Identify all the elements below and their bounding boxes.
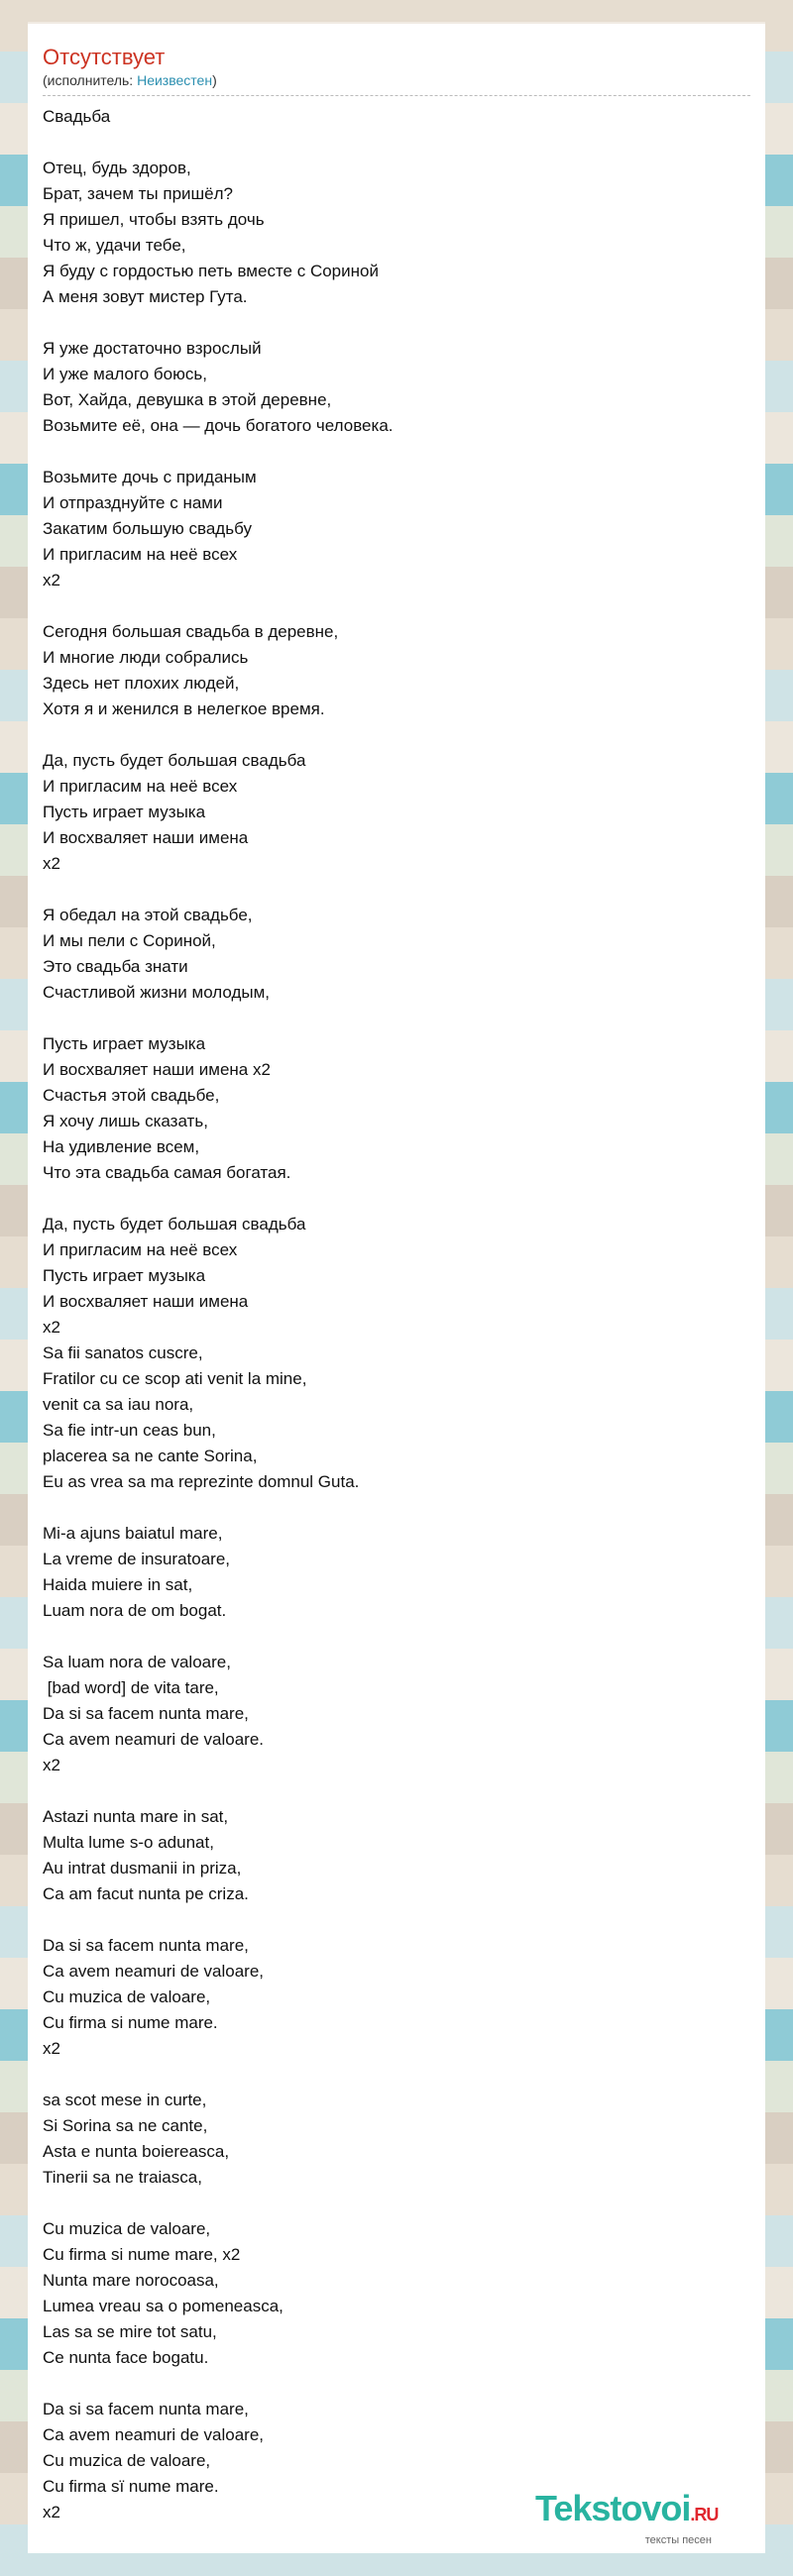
stanza-gap xyxy=(43,439,750,465)
lyric-line: x2 xyxy=(43,2039,60,2058)
lyric-line: Возьмите дочь с приданым xyxy=(43,468,257,486)
lyric-line: Da si sa facem nunta mare, xyxy=(43,2400,249,2418)
stanza-gap xyxy=(43,1624,750,1650)
lyric-line: Что ж, удачи тебе, xyxy=(43,236,186,255)
artist-suffix: ) xyxy=(212,72,217,88)
lyric-line: Что эта свадьба самая богатая. xyxy=(43,1163,291,1182)
lyric-line: Asta e nunta boiereasca, xyxy=(43,2142,230,2161)
lyric-line: x2 xyxy=(43,2503,60,2522)
lyric-line: И восхваляет наши имена xyxy=(43,1292,249,1311)
stanza-gap xyxy=(43,2191,750,2216)
lyric-line: Я буду с гордостью петь вместе с Сориной xyxy=(43,262,379,280)
lyric-line: И восхваляет наши имена xyxy=(43,828,249,847)
lyric-line: Las sa se mire tot satu, xyxy=(43,2322,217,2341)
lyric-line: Da si sa facem nunta mare, xyxy=(43,1936,249,1955)
lyric-line: x2 xyxy=(43,1756,60,1774)
lyric-line: Счастья этой свадьбе, xyxy=(43,1086,220,1105)
lyrics-body xyxy=(43,104,750,2525)
lyric-line: Это свадьба знати xyxy=(43,957,188,976)
lyric-line: x2 xyxy=(43,571,60,590)
lyric-line: placerea sa ne cante Sorina, xyxy=(43,1447,258,1465)
stanza-gap xyxy=(43,310,750,336)
lyric-line: Haida muiere in sat, xyxy=(43,1575,193,1594)
lyric-line: Au intrat dusmanii in priza, xyxy=(43,1859,242,1878)
lyric-line: Пусть играет музыка xyxy=(43,1266,206,1285)
song-title: Отсутствует xyxy=(43,45,166,69)
lyric-line: Mi-a ajuns baiatul mare, xyxy=(43,1524,223,1543)
lyric-line: Sa luam nora de valoare, xyxy=(43,1653,231,1671)
lyric-line: Счастливой жизни молодым, xyxy=(43,983,271,1002)
stanza-gap xyxy=(43,1006,750,1031)
stanza-gap xyxy=(43,130,750,156)
lyric-line: sa scot mese in curte, xyxy=(43,2091,207,2109)
logo-tld: .RU xyxy=(690,2505,719,2524)
stanza-gap xyxy=(43,593,750,619)
stanza-gap xyxy=(43,2371,750,2397)
lyric-line: Cu muzica de valoare, xyxy=(43,2219,211,2238)
artist-line xyxy=(43,71,750,96)
logo-subtitle: тексты песен xyxy=(644,2534,712,2546)
stanza-gap xyxy=(43,877,750,903)
lyric-line: Я обедал на этой свадьбе, xyxy=(43,906,253,924)
lyric-line: Отец, будь здоров, xyxy=(43,159,191,177)
stanza-gap xyxy=(43,1778,750,1804)
lyric-line: Tinerii sa ne traiasca, xyxy=(43,2168,202,2187)
lyric-line: Ca avem neamuri de valoare, xyxy=(43,2425,265,2444)
artist-prefix: (исполнитель: xyxy=(43,72,138,88)
lyric-line: Пусть играет музыка xyxy=(43,803,206,821)
lyric-line: La vreme de insuratoare, xyxy=(43,1550,230,1568)
site-logo[interactable] xyxy=(535,2489,763,2548)
lyric-line: Fratilor cu ce scop ati venit la mine, xyxy=(43,1369,307,1388)
lyrics-card xyxy=(28,22,765,2553)
lyric-line: Ce nunta face bogatu. xyxy=(43,2348,209,2367)
lyric-line: Я хочу лишь сказать, xyxy=(43,1112,208,1130)
lyric-line: На удивление всем, xyxy=(43,1137,200,1156)
lyric-line: Cu firma si nume mare, x2 xyxy=(43,2245,241,2264)
stanza-gap xyxy=(43,1186,750,1212)
stanza-gap xyxy=(43,1907,750,1933)
lyric-line: Lumea vreau sa o pomeneasca, xyxy=(43,2297,283,2315)
lyric-line: x2 xyxy=(43,1318,60,1337)
stanza-gap xyxy=(43,2062,750,2088)
lyric-line: Sa fii sanatos cuscre, xyxy=(43,1343,203,1362)
logo-word: Tekstovoi xyxy=(535,2488,691,2528)
artist-link[interactable]: Неизвестен xyxy=(137,72,213,88)
lyric-line: Cu muzica de valoare, xyxy=(43,1987,211,2006)
logo-wordmark xyxy=(535,2489,763,2534)
lyric-line: Сегодня большая свадьба в деревне, xyxy=(43,622,339,641)
stanza-gap xyxy=(43,722,750,748)
lyric-line: Ca avem neamuri de valoare. xyxy=(43,1730,265,1749)
lyric-line: А меня зовут мистер Гута. xyxy=(43,287,248,306)
lyric-line: И восхваляет наши имена x2 xyxy=(43,1060,271,1079)
lyric-line: Sa fie intr-un ceas bun, xyxy=(43,1421,216,1440)
lyric-line: Eu as vrea sa ma reprezinte domnul Guta. xyxy=(43,1472,360,1491)
lyric-line: x2 xyxy=(43,854,60,873)
lyric-line: Вот, Хайда, девушка в этой деревне, xyxy=(43,390,332,409)
lyric-line: Закатим большую свадьбу xyxy=(43,519,252,538)
stanza-gap xyxy=(43,1495,750,1521)
lyric-line: Возьмите её, она — дочь богатого человека. xyxy=(43,416,394,435)
lyric-line: Хотя я и женился в нелегкое время. xyxy=(43,699,325,718)
lyric-line: Я пришел, чтобы взять дочь xyxy=(43,210,265,229)
lyric-line: И мы пели с Сориной, xyxy=(43,931,216,950)
lyric-line: Ca avem neamuri de valoare, xyxy=(43,1962,265,1981)
lyric-line: Ca am facut nunta pe criza. xyxy=(43,1884,249,1903)
lyric-line: Cu firma sï nume mare. xyxy=(43,2477,219,2496)
lyric-line: Astazi nunta mare in sat, xyxy=(43,1807,229,1826)
lyric-line: И пригласим на неё всех xyxy=(43,777,238,796)
lyric-line: И пригласим на неё всех xyxy=(43,1240,238,1259)
lyric-line: Cu firma si nume mare. xyxy=(43,2013,218,2032)
lyric-line: Да, пусть будет большая свадьба xyxy=(43,751,306,770)
lyric-line: Si Sorina sa ne cante, xyxy=(43,2116,208,2135)
lyric-line: И пригласим на неё всех xyxy=(43,545,238,564)
lyric-line: И отпразднуйте с нами xyxy=(43,493,223,512)
lyric-line: Брат, зачем ты пришёл? xyxy=(43,184,233,203)
lyric-line: venit ca sa iau nora, xyxy=(43,1395,194,1414)
lyric-line: Da si sa facem nunta mare, xyxy=(43,1704,249,1723)
lyric-line: Свадьба xyxy=(43,107,111,126)
lyric-line: Luam nora de om bogat. xyxy=(43,1601,227,1620)
lyric-line: И многие люди собрались xyxy=(43,648,249,667)
lyric-line: И уже малого боюсь, xyxy=(43,365,207,383)
lyric-line: Пусть играет музыка xyxy=(43,1034,206,1053)
lyric-line: Я уже достаточно взрослый xyxy=(43,339,262,358)
lyric-line: Да, пусть будет большая свадьба xyxy=(43,1215,306,1234)
lyric-line: [bad word] de vita tare, xyxy=(43,1678,219,1697)
lyric-line: Nunta mare norocoasa, xyxy=(43,2271,219,2290)
lyric-line: Здесь нет плохих людей, xyxy=(43,674,240,693)
lyric-line: Cu muzica de valoare, xyxy=(43,2451,211,2470)
lyric-line: Multa lume s-o adunat, xyxy=(43,1833,214,1852)
